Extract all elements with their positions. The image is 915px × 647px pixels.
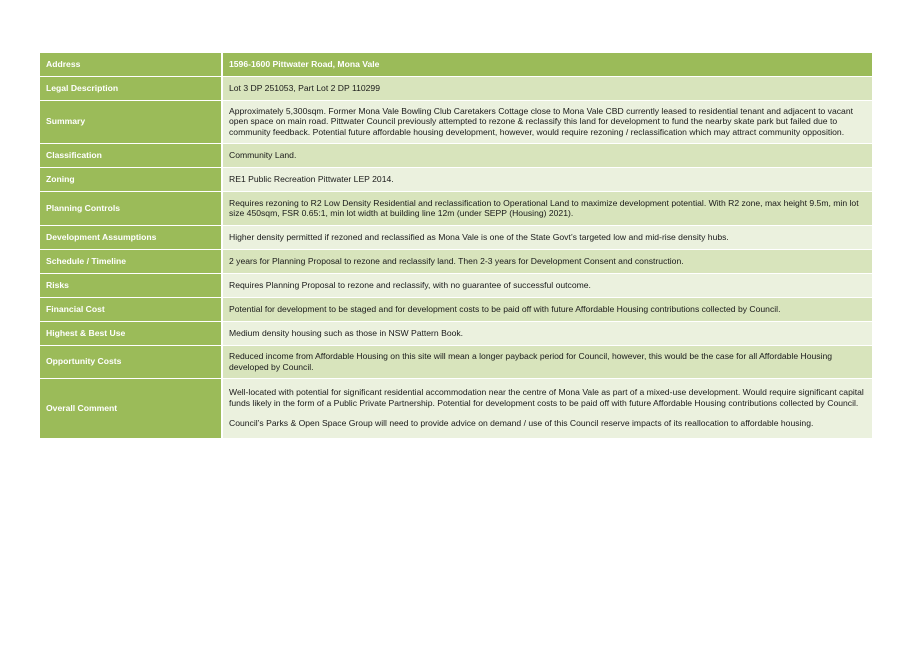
- row-value: RE1 Public Recreation Pittwater LEP 2014.: [222, 167, 872, 191]
- row-label: Financial Cost: [40, 297, 222, 321]
- row-label: Risks: [40, 273, 222, 297]
- row-planning-controls: [40, 191, 872, 225]
- row-value: Requires Planning Proposal to rezone and reclassify, with no guarantee of successful outcome.: [222, 273, 872, 297]
- row-label: Overall Comment: [40, 378, 222, 438]
- row-address: [40, 53, 872, 76]
- row-value: Lot 3 DP 251053, Part Lot 2 DP 110299: [222, 76, 872, 100]
- row-legal-description: [40, 76, 872, 100]
- row-value: Reduced income from Affordable Housing on this site will mean a longer payback period for Council, however, this would be the case for all Affordable Housing developed by Council.: [222, 345, 872, 378]
- row-overall-comment: [40, 378, 872, 438]
- row-schedule-timeline: [40, 249, 872, 273]
- row-zoning: [40, 167, 872, 191]
- row-value: Approximately 5,300sqm. Former Mona Vale Bowling Club Caretakers Cottage close to Mona Vale CBD currently leased to residential tenant and adjacent to vacant open space on main road. Pittwater Council previously attempted to rezone & reclassify this land for development to fund the nearby skate park but failed due to community feedback. Potential future affordable housing development, however, would require rezoning / reclassification which may attract community opposition.: [222, 100, 872, 143]
- row-classification: [40, 143, 872, 167]
- row-label: Opportunity Costs: [40, 345, 222, 378]
- row-value: 2 years for Planning Proposal to rezone and reclassify land. Then 2-3 years for Development Consent and construction.: [222, 249, 872, 273]
- row-development-assumptions: [40, 225, 872, 249]
- row-label: Summary: [40, 100, 222, 143]
- row-label: Highest & Best Use: [40, 321, 222, 345]
- row-summary: [40, 100, 872, 143]
- row-value: Medium density housing such as those in NSW Pattern Book.: [222, 321, 872, 345]
- row-highest-best-use: [40, 321, 872, 345]
- row-label: Legal Description: [40, 76, 222, 100]
- row-label: Zoning: [40, 167, 222, 191]
- row-label: Planning Controls: [40, 191, 222, 225]
- row-label: Schedule / Timeline: [40, 249, 222, 273]
- property-assessment-table: [40, 53, 872, 439]
- row-label: Address: [40, 53, 222, 76]
- row-value: Potential for development to be staged and for development costs to be paid off with future Affordable Housing contributions collected by Council.: [222, 297, 872, 321]
- property-assessment-sheet: [40, 53, 872, 439]
- row-value: 1596-1600 Pittwater Road, Mona Vale: [222, 53, 872, 76]
- row-risks: [40, 273, 872, 297]
- row-value: Well-located with potential for significant residential accommodation near the centre of Mona Vale as part of a mixed-use development. Would require significant capital funds likely in the form of a Public Private Partnership. Potential for development costs to be paid off with future Affordable Housing contributions collected by Council. Council’s Parks & Open Space Group will need to provide advice on demand / use of this Council reserve impacts of its reallocation to affordable housing.: [222, 378, 872, 438]
- row-financial-cost: [40, 297, 872, 321]
- row-value: Community Land.: [222, 143, 872, 167]
- row-label: Classification: [40, 143, 222, 167]
- row-value: Requires rezoning to R2 Low Density Residential and reclassification to Operational Land to maximize development potential. With R2 zone, max height 9.5m, min lot size 450sqm, FSR 0.65:1, min lot width at building line 12m (under SEPP (Housing) 2021).: [222, 191, 872, 225]
- row-label: Development Assumptions: [40, 225, 222, 249]
- row-value: Higher density permitted if rezoned and reclassified as Mona Vale is one of the State Govt’s targeted low and mid-rise density hubs.: [222, 225, 872, 249]
- row-opportunity-costs: [40, 345, 872, 378]
